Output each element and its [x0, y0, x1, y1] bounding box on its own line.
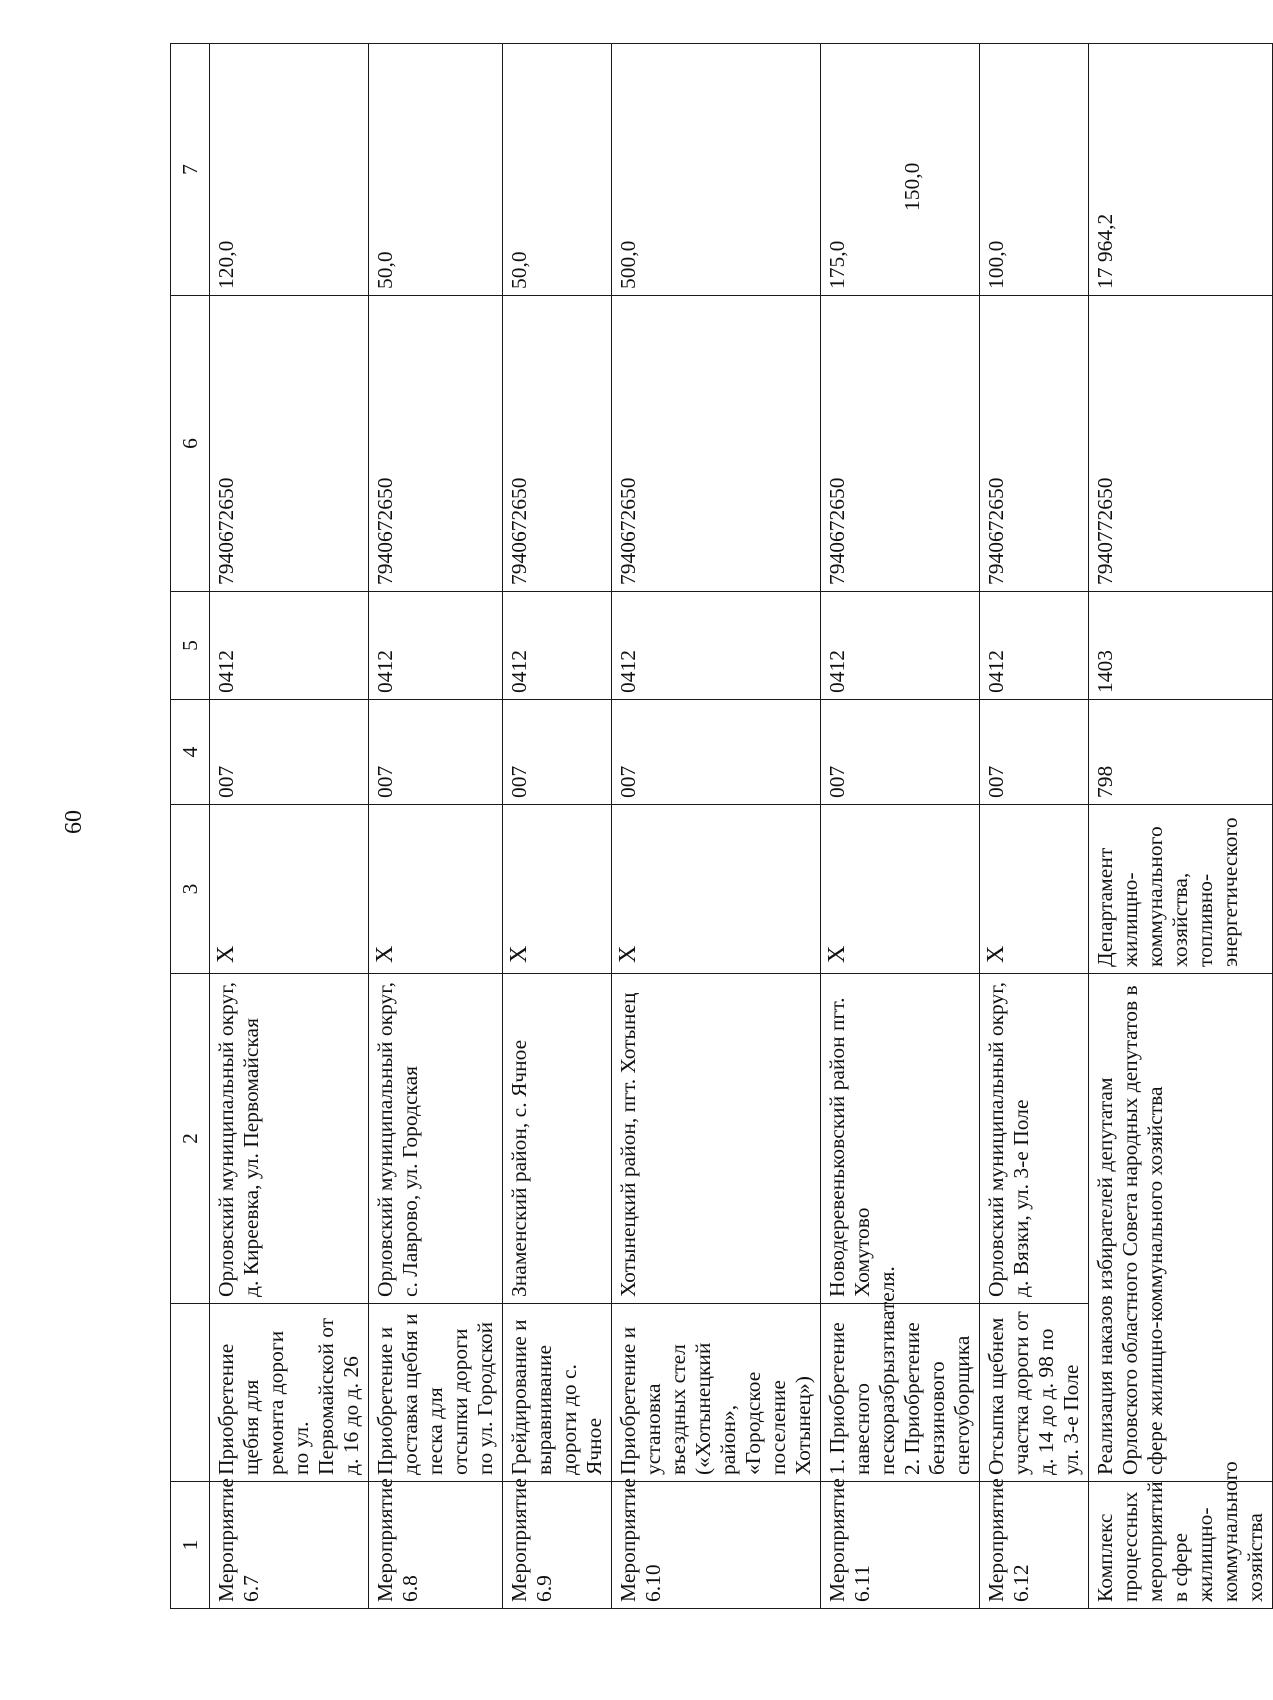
code-4: 007 [980, 700, 1089, 805]
rotated-table-container [170, 44, 1267, 1609]
event-description: Отсыпка щебнем участка дороги от д. 14 до д. 98 по ул. 3-е Поле [980, 1304, 1089, 1482]
event-location: Орловский муниципальный округ, с. Лаврово, ул. Городская [369, 974, 503, 1304]
event-description: Приобретение и установка въездных стел («Хотынецкий район», «Городское поселение Хотынец») [612, 1304, 821, 1482]
code-6: 7940672650 [612, 296, 821, 592]
code-6: 7940672650 [503, 296, 612, 592]
complex-name: Комплекс процессных мероприятий в сфере жилищно-коммунального хозяйства [1089, 1482, 1273, 1609]
table-row [210, 44, 369, 1609]
header-col-1b [171, 1304, 210, 1482]
table-row [1089, 44, 1273, 1609]
amount: 17 964,2 [1089, 44, 1273, 296]
header-col-1: 1 [171, 1482, 210, 1609]
amount [821, 44, 980, 296]
code-5: 0412 [210, 592, 369, 700]
amount-first: 175,0 [825, 240, 849, 289]
amount-second: 150,0 [900, 162, 924, 211]
event-name: Мероприятие 6.12 [980, 1482, 1089, 1609]
code-6: 7940772650 [1089, 296, 1273, 592]
code-4: 007 [503, 700, 612, 805]
code-4: 007 [612, 700, 821, 805]
header-col-5: 5 [171, 592, 210, 700]
code-5: 0412 [503, 592, 612, 700]
table-row [369, 44, 503, 1609]
code-5: 1403 [1089, 592, 1273, 700]
code-5: 0412 [612, 592, 821, 700]
budget-table [170, 43, 1273, 1609]
executor-cell: X [210, 805, 369, 974]
header-col-3: 3 [171, 805, 210, 974]
event-name: Мероприятие 6.9 [503, 1482, 612, 1609]
code-6: 7940672650 [980, 296, 1089, 592]
executor-cell: X [980, 805, 1089, 974]
amount: 120,0 [210, 44, 369, 296]
table-row [503, 44, 612, 1609]
code-5: 0412 [369, 592, 503, 700]
code-6: 7940672650 [369, 296, 503, 592]
event-location: Новодеревеньковский район пгт. Хомутово [821, 974, 980, 1304]
event-name: Мероприятие 6.10 [612, 1482, 821, 1609]
amount: 500,0 [612, 44, 821, 296]
header-col-6: 6 [171, 296, 210, 592]
code-5: 0412 [980, 592, 1089, 700]
event-description: Приобретение щебня для ремонта дороги по ул. Первомайской от д. 16 до д. 26 [210, 1304, 369, 1482]
table-row [612, 44, 821, 1609]
table-row [821, 44, 980, 1609]
code-6: 7940672650 [210, 296, 369, 592]
complex-description: Реализация наказов избирателей депутатам Орловского областного Совета народных депутатов в сфере жилищно-коммунального хозяйства [1089, 974, 1273, 1482]
event-name: Мероприятие 6.8 [369, 1482, 503, 1609]
executor-cell: X [369, 805, 503, 974]
code-6: 7940672650 [821, 296, 980, 592]
event-name: Мероприятие 6.11 [821, 1482, 980, 1609]
executor-cell: X [503, 805, 612, 974]
header-col-2: 2 [171, 974, 210, 1304]
code-5: 0412 [821, 592, 980, 700]
header-row [171, 44, 210, 1609]
event-description: Грейдирование и выравнивание дороги до с. Ячное [503, 1304, 612, 1482]
header-col-4: 4 [171, 700, 210, 805]
event-location: Хотынецкий район, пгт. Хотынец [612, 974, 821, 1304]
executor-cell: X [821, 805, 980, 974]
header-col-7: 7 [171, 44, 210, 296]
event-description: Приобретение и доставка щебня и песка для отсыпки дороги по ул. Городской [369, 1304, 503, 1482]
department-cell: Департамент жилищно-коммунального хозяйства, топливно-энергетического [1089, 805, 1273, 974]
event-location: Орловский муниципальный округ, д. Киреевка, ул. Первомайская [210, 974, 369, 1304]
amount: 50,0 [503, 44, 612, 296]
event-location: Знаменский район, с. Ячное [503, 974, 612, 1304]
event-location: Орловский муниципальный округ, д. Вязки, ул. 3-е Поле [980, 974, 1089, 1304]
code-4: 007 [821, 700, 980, 805]
amount: 100,0 [980, 44, 1089, 296]
event-description: 1. Приобретение навесного пескоразбрызгивателя. 2. Приобретение бензинового снегоуборщика [821, 1304, 980, 1482]
executor-cell: X [612, 805, 821, 974]
code-4: 007 [210, 700, 369, 805]
event-name: Мероприятие 6.7 [210, 1482, 369, 1609]
page-number: 60 [60, 810, 87, 834]
code-4: 007 [369, 700, 503, 805]
amount: 50,0 [369, 44, 503, 296]
table-row [980, 44, 1089, 1609]
code-4: 798 [1089, 700, 1273, 805]
